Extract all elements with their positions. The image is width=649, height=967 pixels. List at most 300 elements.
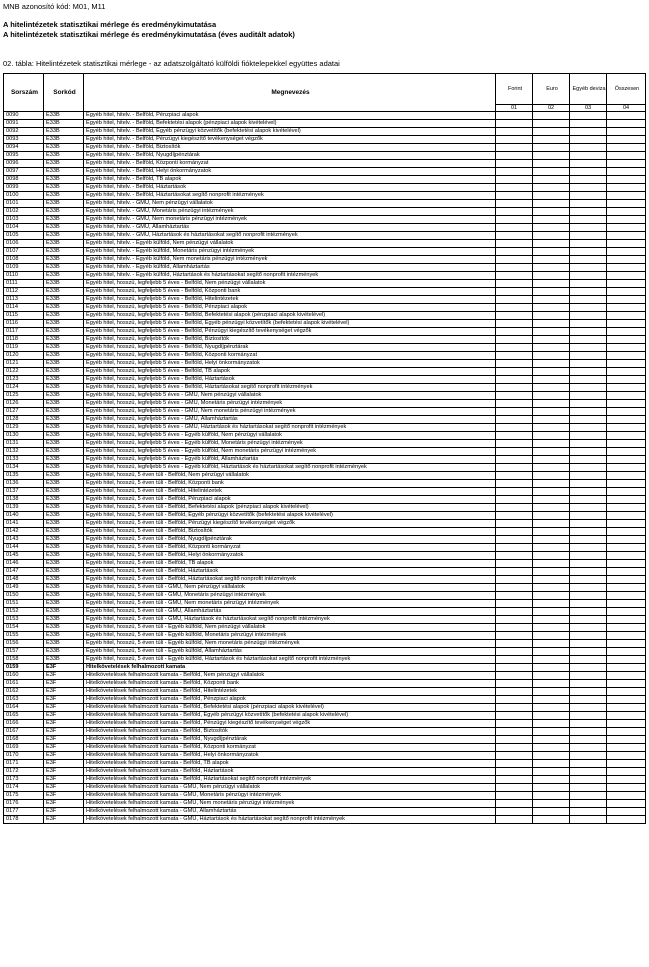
value-cell[interactable] — [533, 568, 570, 576]
value-cell[interactable] — [496, 776, 533, 784]
value-cell[interactable] — [570, 480, 607, 488]
value-cell[interactable] — [570, 544, 607, 552]
value-cell[interactable] — [533, 416, 570, 424]
value-cell[interactable] — [496, 320, 533, 328]
value-cell[interactable] — [570, 712, 607, 720]
value-cell[interactable] — [607, 176, 646, 184]
value-cell[interactable] — [533, 128, 570, 136]
value-cell[interactable] — [607, 688, 646, 696]
value-cell[interactable] — [496, 112, 533, 120]
value-cell[interactable] — [533, 472, 570, 480]
value-cell[interactable] — [570, 528, 607, 536]
value-cell[interactable] — [496, 544, 533, 552]
value-cell[interactable] — [496, 280, 533, 288]
value-cell[interactable] — [570, 520, 607, 528]
value-cell[interactable] — [533, 736, 570, 744]
value-cell[interactable] — [496, 272, 533, 280]
value-cell[interactable] — [496, 192, 533, 200]
value-cell[interactable] — [570, 608, 607, 616]
value-cell[interactable] — [570, 192, 607, 200]
value-cell[interactable] — [607, 792, 646, 800]
value-cell[interactable] — [533, 816, 570, 824]
value-cell[interactable] — [607, 184, 646, 192]
value-cell[interactable] — [570, 240, 607, 248]
value-cell[interactable] — [570, 144, 607, 152]
value-cell[interactable] — [570, 704, 607, 712]
value-cell[interactable] — [570, 200, 607, 208]
value-cell[interactable] — [607, 376, 646, 384]
value-cell[interactable] — [570, 112, 607, 120]
value-cell[interactable] — [607, 608, 646, 616]
value-cell[interactable] — [533, 520, 570, 528]
value-cell[interactable] — [496, 520, 533, 528]
value-cell[interactable] — [570, 488, 607, 496]
value-cell[interactable] — [496, 504, 533, 512]
value-cell[interactable] — [496, 792, 533, 800]
value-cell[interactable] — [607, 672, 646, 680]
value-cell[interactable] — [533, 352, 570, 360]
value-cell[interactable] — [496, 376, 533, 384]
value-cell[interactable] — [607, 728, 646, 736]
value-cell[interactable] — [496, 560, 533, 568]
value-cell[interactable] — [570, 752, 607, 760]
value-cell[interactable] — [570, 288, 607, 296]
value-cell[interactable] — [570, 448, 607, 456]
value-cell[interactable] — [496, 672, 533, 680]
value-cell[interactable] — [496, 552, 533, 560]
value-cell[interactable] — [607, 384, 646, 392]
value-cell[interactable] — [496, 240, 533, 248]
value-cell[interactable] — [570, 648, 607, 656]
value-cell[interactable] — [496, 608, 533, 616]
value-cell[interactable] — [533, 560, 570, 568]
value-cell[interactable] — [533, 408, 570, 416]
value-cell[interactable] — [533, 208, 570, 216]
value-cell[interactable] — [533, 256, 570, 264]
value-cell[interactable] — [570, 672, 607, 680]
value-cell[interactable] — [570, 664, 607, 672]
value-cell[interactable] — [607, 344, 646, 352]
value-cell[interactable] — [533, 192, 570, 200]
value-cell[interactable] — [607, 680, 646, 688]
value-cell[interactable] — [496, 248, 533, 256]
value-cell[interactable] — [496, 464, 533, 472]
value-cell[interactable] — [570, 168, 607, 176]
value-cell[interactable] — [607, 368, 646, 376]
value-cell[interactable] — [607, 224, 646, 232]
value-cell[interactable] — [533, 312, 570, 320]
value-cell[interactable] — [496, 808, 533, 816]
value-cell[interactable] — [533, 216, 570, 224]
value-cell[interactable] — [570, 632, 607, 640]
value-cell[interactable] — [533, 136, 570, 144]
value-cell[interactable] — [533, 224, 570, 232]
value-cell[interactable] — [533, 616, 570, 624]
value-cell[interactable] — [570, 656, 607, 664]
value-cell[interactable] — [607, 240, 646, 248]
value-cell[interactable] — [533, 184, 570, 192]
value-cell[interactable] — [570, 312, 607, 320]
value-cell[interactable] — [607, 696, 646, 704]
value-cell[interactable] — [533, 704, 570, 712]
value-cell[interactable] — [607, 776, 646, 784]
value-cell[interactable] — [533, 504, 570, 512]
value-cell[interactable] — [496, 392, 533, 400]
value-cell[interactable] — [533, 800, 570, 808]
value-cell[interactable] — [607, 256, 646, 264]
value-cell[interactable] — [496, 288, 533, 296]
value-cell[interactable] — [570, 816, 607, 824]
value-cell[interactable] — [570, 624, 607, 632]
value-cell[interactable] — [533, 744, 570, 752]
value-cell[interactable] — [607, 432, 646, 440]
value-cell[interactable] — [496, 816, 533, 824]
value-cell[interactable] — [607, 248, 646, 256]
value-cell[interactable] — [496, 496, 533, 504]
value-cell[interactable] — [570, 128, 607, 136]
value-cell[interactable] — [607, 536, 646, 544]
value-cell[interactable] — [533, 664, 570, 672]
value-cell[interactable] — [533, 144, 570, 152]
value-cell[interactable] — [570, 496, 607, 504]
value-cell[interactable] — [533, 544, 570, 552]
value-cell[interactable] — [496, 304, 533, 312]
value-cell[interactable] — [570, 584, 607, 592]
value-cell[interactable] — [496, 352, 533, 360]
value-cell[interactable] — [496, 664, 533, 672]
value-cell[interactable] — [570, 792, 607, 800]
value-cell[interactable] — [496, 184, 533, 192]
value-cell[interactable] — [496, 616, 533, 624]
value-cell[interactable] — [496, 296, 533, 304]
value-cell[interactable] — [607, 416, 646, 424]
value-cell[interactable] — [570, 808, 607, 816]
value-cell[interactable] — [607, 128, 646, 136]
value-cell[interactable] — [607, 576, 646, 584]
value-cell[interactable] — [570, 432, 607, 440]
value-cell[interactable] — [496, 584, 533, 592]
value-cell[interactable] — [570, 680, 607, 688]
value-cell[interactable] — [607, 768, 646, 776]
value-cell[interactable] — [496, 152, 533, 160]
value-cell[interactable] — [607, 440, 646, 448]
value-cell[interactable] — [496, 768, 533, 776]
value-cell[interactable] — [533, 264, 570, 272]
value-cell[interactable] — [570, 384, 607, 392]
value-cell[interactable] — [607, 304, 646, 312]
value-cell[interactable] — [607, 152, 646, 160]
value-cell[interactable] — [570, 280, 607, 288]
value-cell[interactable] — [496, 344, 533, 352]
value-cell[interactable] — [496, 576, 533, 584]
value-cell[interactable] — [607, 504, 646, 512]
value-cell[interactable] — [533, 248, 570, 256]
value-cell[interactable] — [570, 568, 607, 576]
value-cell[interactable] — [533, 112, 570, 120]
value-cell[interactable] — [496, 328, 533, 336]
value-cell[interactable] — [607, 280, 646, 288]
value-cell[interactable] — [607, 160, 646, 168]
value-cell[interactable] — [570, 424, 607, 432]
value-cell[interactable] — [570, 400, 607, 408]
value-cell[interactable] — [570, 744, 607, 752]
value-cell[interactable] — [533, 592, 570, 600]
value-cell[interactable] — [496, 760, 533, 768]
value-cell[interactable] — [607, 632, 646, 640]
value-cell[interactable] — [570, 560, 607, 568]
value-cell[interactable] — [533, 432, 570, 440]
value-cell[interactable] — [607, 232, 646, 240]
value-cell[interactable] — [533, 720, 570, 728]
value-cell[interactable] — [607, 336, 646, 344]
value-cell[interactable] — [496, 216, 533, 224]
value-cell[interactable] — [533, 648, 570, 656]
value-cell[interactable] — [533, 792, 570, 800]
value-cell[interactable] — [533, 152, 570, 160]
value-cell[interactable] — [570, 304, 607, 312]
value-cell[interactable] — [607, 760, 646, 768]
value-cell[interactable] — [533, 528, 570, 536]
value-cell[interactable] — [607, 656, 646, 664]
value-cell[interactable] — [533, 280, 570, 288]
value-cell[interactable] — [570, 688, 607, 696]
value-cell[interactable] — [570, 120, 607, 128]
value-cell[interactable] — [533, 552, 570, 560]
value-cell[interactable] — [607, 808, 646, 816]
value-cell[interactable] — [570, 416, 607, 424]
value-cell[interactable] — [570, 696, 607, 704]
value-cell[interactable] — [533, 488, 570, 496]
value-cell[interactable] — [496, 568, 533, 576]
value-cell[interactable] — [496, 384, 533, 392]
value-cell[interactable] — [496, 232, 533, 240]
value-cell[interactable] — [496, 128, 533, 136]
value-cell[interactable] — [607, 448, 646, 456]
value-cell[interactable] — [496, 800, 533, 808]
value-cell[interactable] — [496, 704, 533, 712]
value-cell[interactable] — [570, 296, 607, 304]
value-cell[interactable] — [607, 704, 646, 712]
value-cell[interactable] — [496, 408, 533, 416]
value-cell[interactable] — [533, 760, 570, 768]
value-cell[interactable] — [570, 152, 607, 160]
value-cell[interactable] — [496, 176, 533, 184]
value-cell[interactable] — [570, 160, 607, 168]
value-cell[interactable] — [607, 744, 646, 752]
value-cell[interactable] — [607, 360, 646, 368]
value-cell[interactable] — [570, 728, 607, 736]
value-cell[interactable] — [533, 304, 570, 312]
value-cell[interactable] — [496, 656, 533, 664]
value-cell[interactable] — [607, 288, 646, 296]
value-cell[interactable] — [570, 504, 607, 512]
value-cell[interactable] — [570, 640, 607, 648]
value-cell[interactable] — [496, 736, 533, 744]
value-cell[interactable] — [533, 808, 570, 816]
value-cell[interactable] — [570, 136, 607, 144]
value-cell[interactable] — [570, 184, 607, 192]
value-cell[interactable] — [496, 624, 533, 632]
value-cell[interactable] — [533, 392, 570, 400]
value-cell[interactable] — [607, 520, 646, 528]
value-cell[interactable] — [607, 560, 646, 568]
value-cell[interactable] — [533, 496, 570, 504]
value-cell[interactable] — [570, 392, 607, 400]
value-cell[interactable] — [607, 528, 646, 536]
value-cell[interactable] — [570, 352, 607, 360]
value-cell[interactable] — [496, 512, 533, 520]
value-cell[interactable] — [607, 296, 646, 304]
value-cell[interactable] — [496, 536, 533, 544]
value-cell[interactable] — [496, 136, 533, 144]
value-cell[interactable] — [533, 480, 570, 488]
value-cell[interactable] — [570, 336, 607, 344]
value-cell[interactable] — [607, 272, 646, 280]
value-cell[interactable] — [496, 168, 533, 176]
value-cell[interactable] — [496, 752, 533, 760]
value-cell[interactable] — [607, 408, 646, 416]
value-cell[interactable] — [607, 136, 646, 144]
value-cell[interactable] — [607, 816, 646, 824]
value-cell[interactable] — [533, 632, 570, 640]
value-cell[interactable] — [607, 664, 646, 672]
value-cell[interactable] — [496, 416, 533, 424]
value-cell[interactable] — [607, 264, 646, 272]
value-cell[interactable] — [533, 336, 570, 344]
value-cell[interactable] — [607, 144, 646, 152]
value-cell[interactable] — [496, 120, 533, 128]
value-cell[interactable] — [496, 224, 533, 232]
value-cell[interactable] — [570, 344, 607, 352]
value-cell[interactable] — [607, 752, 646, 760]
value-cell[interactable] — [570, 736, 607, 744]
value-cell[interactable] — [570, 800, 607, 808]
value-cell[interactable] — [533, 200, 570, 208]
value-cell[interactable] — [533, 456, 570, 464]
value-cell[interactable] — [533, 600, 570, 608]
value-cell[interactable] — [533, 752, 570, 760]
value-cell[interactable] — [607, 616, 646, 624]
value-cell[interactable] — [570, 224, 607, 232]
value-cell[interactable] — [570, 368, 607, 376]
value-cell[interactable] — [533, 168, 570, 176]
value-cell[interactable] — [533, 424, 570, 432]
value-cell[interactable] — [533, 584, 570, 592]
value-cell[interactable] — [607, 568, 646, 576]
value-cell[interactable] — [496, 432, 533, 440]
value-cell[interactable] — [496, 784, 533, 792]
value-cell[interactable] — [533, 176, 570, 184]
value-cell[interactable] — [570, 408, 607, 416]
value-cell[interactable] — [607, 600, 646, 608]
value-cell[interactable] — [607, 592, 646, 600]
value-cell[interactable] — [496, 336, 533, 344]
value-cell[interactable] — [607, 584, 646, 592]
value-cell[interactable] — [533, 376, 570, 384]
value-cell[interactable] — [533, 400, 570, 408]
value-cell[interactable] — [607, 208, 646, 216]
value-cell[interactable] — [607, 424, 646, 432]
value-cell[interactable] — [607, 712, 646, 720]
value-cell[interactable] — [496, 592, 533, 600]
value-cell[interactable] — [533, 576, 570, 584]
value-cell[interactable] — [496, 640, 533, 648]
value-cell[interactable] — [607, 168, 646, 176]
value-cell[interactable] — [533, 120, 570, 128]
value-cell[interactable] — [570, 784, 607, 792]
value-cell[interactable] — [496, 160, 533, 168]
value-cell[interactable] — [607, 456, 646, 464]
value-cell[interactable] — [533, 448, 570, 456]
value-cell[interactable] — [496, 360, 533, 368]
value-cell[interactable] — [570, 776, 607, 784]
value-cell[interactable] — [607, 544, 646, 552]
value-cell[interactable] — [496, 208, 533, 216]
value-cell[interactable] — [607, 192, 646, 200]
value-cell[interactable] — [533, 368, 570, 376]
value-cell[interactable] — [496, 744, 533, 752]
value-cell[interactable] — [607, 800, 646, 808]
value-cell[interactable] — [607, 736, 646, 744]
value-cell[interactable] — [607, 400, 646, 408]
value-cell[interactable] — [496, 688, 533, 696]
value-cell[interactable] — [607, 328, 646, 336]
value-cell[interactable] — [607, 624, 646, 632]
value-cell[interactable] — [533, 688, 570, 696]
value-cell[interactable] — [607, 312, 646, 320]
value-cell[interactable] — [533, 672, 570, 680]
value-cell[interactable] — [496, 440, 533, 448]
value-cell[interactable] — [607, 112, 646, 120]
value-cell[interactable] — [533, 680, 570, 688]
value-cell[interactable] — [496, 448, 533, 456]
value-cell[interactable] — [496, 632, 533, 640]
value-cell[interactable] — [570, 216, 607, 224]
value-cell[interactable] — [496, 480, 533, 488]
value-cell[interactable] — [570, 256, 607, 264]
value-cell[interactable] — [496, 456, 533, 464]
value-cell[interactable] — [607, 464, 646, 472]
value-cell[interactable] — [570, 320, 607, 328]
value-cell[interactable] — [570, 208, 607, 216]
value-cell[interactable] — [570, 360, 607, 368]
value-cell[interactable] — [533, 784, 570, 792]
value-cell[interactable] — [607, 200, 646, 208]
value-cell[interactable] — [496, 144, 533, 152]
value-cell[interactable] — [533, 640, 570, 648]
value-cell[interactable] — [607, 648, 646, 656]
value-cell[interactable] — [533, 328, 570, 336]
value-cell[interactable] — [570, 232, 607, 240]
value-cell[interactable] — [533, 296, 570, 304]
value-cell[interactable] — [496, 728, 533, 736]
value-cell[interactable] — [607, 320, 646, 328]
value-cell[interactable] — [533, 320, 570, 328]
value-cell[interactable] — [533, 728, 570, 736]
value-cell[interactable] — [570, 264, 607, 272]
value-cell[interactable] — [607, 496, 646, 504]
value-cell[interactable] — [607, 392, 646, 400]
value-cell[interactable] — [607, 512, 646, 520]
value-cell[interactable] — [607, 640, 646, 648]
value-cell[interactable] — [570, 616, 607, 624]
value-cell[interactable] — [533, 272, 570, 280]
value-cell[interactable] — [533, 624, 570, 632]
value-cell[interactable] — [496, 472, 533, 480]
value-cell[interactable] — [607, 352, 646, 360]
value-cell[interactable] — [496, 648, 533, 656]
value-cell[interactable] — [496, 368, 533, 376]
